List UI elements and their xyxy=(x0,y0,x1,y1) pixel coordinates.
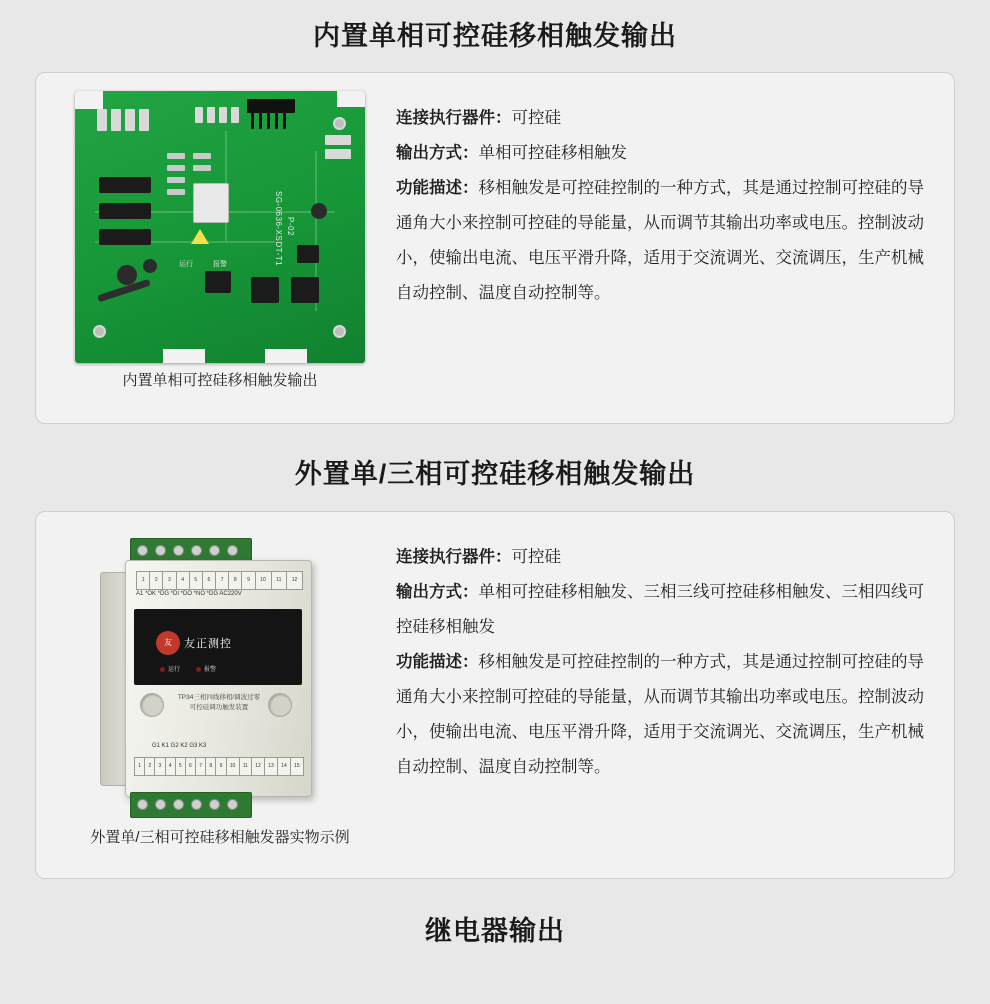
spec-row-2-0 xyxy=(396,540,932,575)
conn-cell: 6 xyxy=(186,758,196,775)
spec-label-1-2: 功能描述： xyxy=(396,179,479,198)
conn-cell: 7 xyxy=(216,572,229,589)
conn-cell: 6 xyxy=(203,572,216,589)
conn-cell: 1 xyxy=(137,572,150,589)
module-body xyxy=(125,560,312,797)
top-terminal-sub-labels: A1 *OK *DG *DI *DO *NO *DG AC220V xyxy=(136,590,242,597)
conn-cell: 3 xyxy=(155,758,165,775)
conn-cell: 12 xyxy=(291,576,298,583)
conn-cell: 11 xyxy=(240,758,253,775)
conn-cell: 11 xyxy=(272,572,288,589)
conn-cell: 4 xyxy=(166,758,176,775)
module-device-photo xyxy=(70,530,370,820)
spec-value-2-0: 可控硅 xyxy=(511,547,561,566)
spec-value-2-2: 移相触发是可控硅控制的一种方式，其是通过控制可控硅的导通角大小来控制可控硅的导能量，从而调节其输出功率或电压。控制波动小，使输出电流、电压平滑升降，适用于交流调光、交流调压，生产机械自动控制、温度自动控制等。 xyxy=(396,652,924,776)
front-print-line1: TP34三相四线移相/调波过零 xyxy=(177,693,261,701)
spec-label-2-0: 连接执行器件： xyxy=(396,547,512,566)
image-caption-1: 内置单相可控硅移相触发输出 xyxy=(122,372,318,390)
spec-row-1-1 xyxy=(396,136,932,171)
conn-cell: 2 xyxy=(150,572,163,589)
conn-cell: 5 xyxy=(176,758,186,775)
conn-cell: 10 xyxy=(227,758,240,775)
spec-text-2 xyxy=(390,530,940,785)
conn-cell: 14 xyxy=(278,758,291,775)
section-title-2: 外置单/三相可控硅移相触发输出 xyxy=(294,459,696,490)
spec-value-1-0: 可控硅 xyxy=(511,109,561,128)
spec-label-2-2: 功能描述： xyxy=(396,652,479,671)
run-led-label: 运行 xyxy=(168,666,181,673)
pcb-silk-revision: P-02 xyxy=(286,217,295,237)
pcb-silk-alarm: 报警 xyxy=(213,261,227,269)
alarm-led-icon xyxy=(196,667,201,672)
spec-row-2-1 xyxy=(396,575,932,645)
bottom-connector-strip xyxy=(134,757,304,776)
conn-cell: 5 xyxy=(190,572,203,589)
conn-cell: 1 xyxy=(135,758,145,775)
conn-cell: 10 xyxy=(256,572,272,589)
spec-row-1-2 xyxy=(396,171,932,311)
spec-value-2-1: 单相可控硅移相触发、三相三线可控硅移相触发、三相四线可控硅移相触发 xyxy=(396,582,924,636)
alarm-led-label: 报警 xyxy=(204,666,217,673)
bottom-terminal-block xyxy=(130,792,252,818)
section-title-3: 继电器输出 xyxy=(425,915,565,946)
pcb-board-photo xyxy=(75,91,365,363)
media-block-2 xyxy=(50,530,390,848)
spec-label-1-0: 连接执行器件： xyxy=(396,109,512,128)
pcb-silk-run: 运行 xyxy=(179,261,193,269)
media-block-1 xyxy=(50,91,390,391)
front-print-line2: 可控硅调功触发装置 xyxy=(189,703,249,711)
image-caption-2: 外置单/三相可控硅移相触发器实物示例 xyxy=(90,828,350,846)
conn-cell: 2 xyxy=(145,758,155,775)
conn-cell: 3 xyxy=(163,572,176,589)
conn-cell: 12 xyxy=(252,758,265,775)
run-led-icon xyxy=(160,667,165,672)
section-title-1: 内置单相可控硅移相触发输出 xyxy=(313,21,677,51)
spec-row-1-0 xyxy=(396,101,932,136)
brand-logo-icon: 友 xyxy=(156,631,180,655)
conn-cell: 8 xyxy=(206,758,216,775)
spec-label-1-1: 输出方式： xyxy=(396,144,479,163)
spec-card-2 xyxy=(35,511,955,879)
pcb-silk-serial: SG-0636-XSDT-T1 xyxy=(274,191,283,267)
top-connector-strip xyxy=(136,571,303,590)
conn-cell: 7 xyxy=(196,758,206,775)
spec-value-1-1: 单相可控硅移相触发 xyxy=(478,144,627,163)
conn-cell: 4 xyxy=(177,572,190,589)
spec-value-1-2: 移相触发是可控硅控制的一种方式，其是通过控制可控硅的导通角大小来控制可控硅的导能量，从而调节其输出功率或电压。控制波动小，使输出电流、电压平滑升降，适用于交流调光、交流调压，生产机械自动控制、温度自动控制等。 xyxy=(396,179,924,303)
module-front-print xyxy=(144,693,294,713)
spec-row-2-2 xyxy=(396,645,932,785)
spec-text-1 xyxy=(390,91,940,311)
conn-cell: 8 xyxy=(229,572,242,589)
spec-card-1 xyxy=(35,72,955,424)
conn-cell: 15 xyxy=(294,762,300,769)
conn-cell: 13 xyxy=(265,758,278,775)
module-display-panel xyxy=(134,609,302,685)
brand-name: 友正测控 xyxy=(184,637,232,650)
conn-cell: 9 xyxy=(242,572,255,589)
bottom-terminal-sub-labels: G1 K1 G2 K2 G3 K3 xyxy=(152,742,207,749)
conn-cell: 9 xyxy=(216,758,226,775)
spec-label-2-1: 输出方式： xyxy=(396,582,479,601)
